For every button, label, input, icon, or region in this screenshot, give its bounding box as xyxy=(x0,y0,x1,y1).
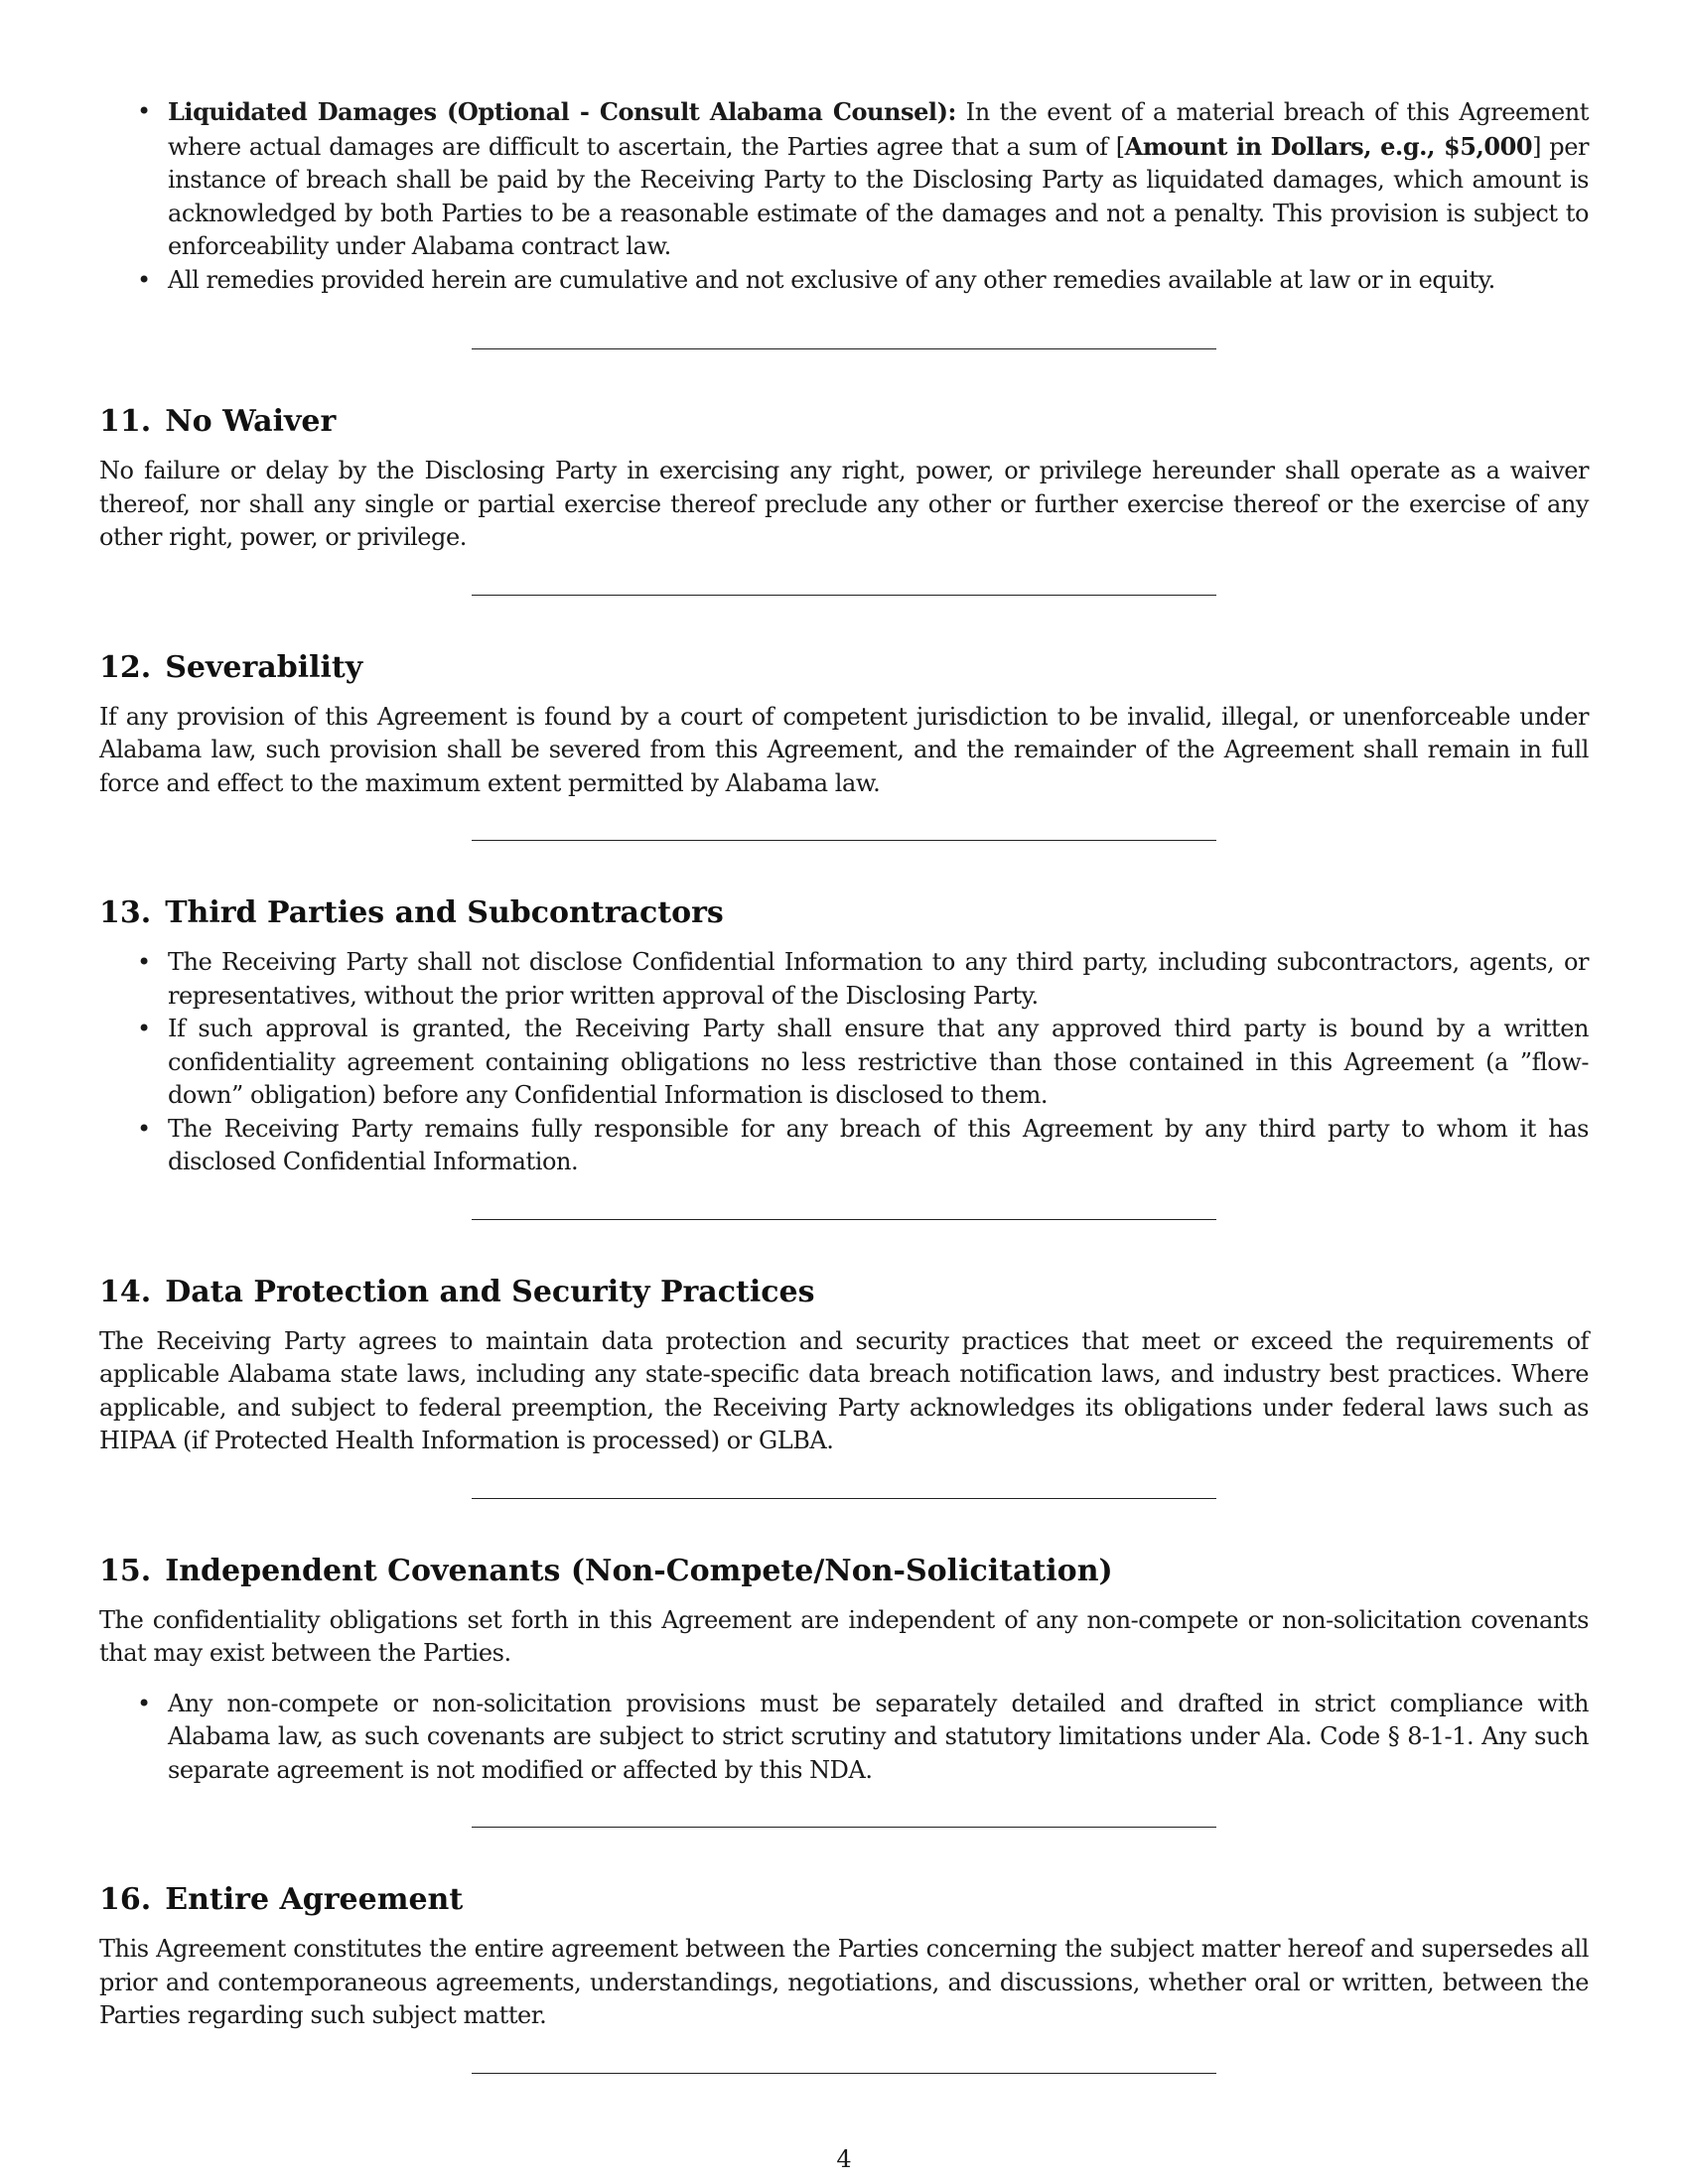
covenants-bullet-list xyxy=(99,1688,1589,1788)
section-title: No Waiver xyxy=(165,404,337,439)
section-independent-covenants xyxy=(99,1553,1589,1788)
liquidated-damages-text-pre: In the event of a material breach of this Agreement where actual damages are difficult to ascertain, the Parties agree that a sum of [ xyxy=(168,98,1589,161)
section-heading xyxy=(99,894,1589,932)
list-item-text: The Receiving Party shall not disclose Confidential Information to any third party, including subcontractors, agents, or representatives, without the prior written approval of the Disclosing Party. xyxy=(168,948,1589,1010)
section-severability xyxy=(99,649,1589,801)
section-heading xyxy=(99,1274,1589,1311)
remedies-bullet-list xyxy=(99,95,1589,297)
liquidated-damages-text-post: ] per instance of breach shall be paid by the Receiving Party to the Disclosing Party as liquidated damages, which amount is acknowledged by both Parties to be a reasonable estimate of the damages and not a penalty. This provision is subject to enforceability under Alabama contract law. xyxy=(168,132,1589,260)
section-title: Independent Covenants (Non-Compete/Non-Solicitation) xyxy=(165,1553,1113,1588)
section-title: Data Protection and Security Practices xyxy=(165,1274,815,1309)
section-heading xyxy=(99,1553,1589,1590)
liquidated-damages-lead: Liquidated Damages (Optional - Consult Alabama Counsel): xyxy=(168,97,956,126)
list-item xyxy=(99,946,1589,1013)
bullet-glyph: • xyxy=(137,1015,151,1042)
section-number: 13. xyxy=(99,895,152,930)
bullet-glyph: • xyxy=(137,1114,151,1143)
section-title: Severability xyxy=(165,649,363,685)
section-number: 15. xyxy=(99,1553,152,1588)
section-number: 16. xyxy=(99,1882,152,1917)
liquidated-damages-amount: Amount in Dollars, e.g., $5,000 xyxy=(1124,131,1533,161)
section-number: 11. xyxy=(99,404,152,439)
bullet-glyph: • xyxy=(137,265,151,294)
section-body: This Agreement constitutes the entire agreement between the Parties concerning the subject matter hereof and supersedes all prior and contemporaneous agreements, understandings, negotiations, and discussions, whether oral or written, between the Parties regarding such subject matter. xyxy=(99,1935,1589,2029)
page-number: 4 xyxy=(836,2145,852,2173)
section-no-waiver xyxy=(99,403,1589,555)
document-page xyxy=(99,95,1589,2074)
section-title: Entire Agreement xyxy=(165,1882,464,1917)
remedies-cumulative-text: All remedies provided herein are cumulative and not exclusive of any other remedies available at law or in equity. xyxy=(168,265,1495,294)
list-item xyxy=(99,264,1589,298)
third-parties-bullet-list xyxy=(99,946,1589,1179)
list-item xyxy=(99,1688,1589,1788)
list-item-text: The Receiving Party remains fully responsible for any breach of this Agreement by any third party to whom it has disclosed Confidential Information. xyxy=(168,1114,1589,1175)
section-heading xyxy=(99,1881,1589,1919)
section-body: The confidentiality obligations set forth in this Agreement are independent of any non-compete or non-solicitation covenants that may exist between the Parties. xyxy=(99,1605,1589,1667)
bullet-glyph: • xyxy=(137,1689,151,1717)
list-item-text: If such approval is granted, the Receiving Party shall ensure that any approved third party is bound by a written confidentiality agreement containing obligations no less restrictive than those contained in this Agreement (a ”flow-down” obligation) before any Confidential Information is disclosed to them. xyxy=(168,1015,1589,1109)
section-heading xyxy=(99,649,1589,687)
section-entire-agreement xyxy=(99,1881,1589,2033)
section-body: The Receiving Party agrees to maintain data protection and security practices that meet or exceed the requirements of applicable Alabama state laws, including any state-specific data breach notification laws, and industry best practices. Where applicable, and subject to federal preemption, the Receiving Party acknowledges its obligations under federal laws such as HIPAA (if Protected Health Information is processed) or GLBA. xyxy=(99,1326,1589,1454)
list-item xyxy=(99,95,1589,264)
section-number: 12. xyxy=(99,649,152,685)
section-divider xyxy=(472,2073,1216,2074)
list-item xyxy=(99,1013,1589,1113)
section-body: No failure or delay by the Disclosing Party in exercising any right, power, or privilege hereunder shall operate as a waiver thereof, nor shall any single or partial exercise thereof preclude any other or further exercise thereof or the exercise of any other right, power, or privilege. xyxy=(99,457,1589,551)
list-item-text: Any non-compete or non-solicitation provisions must be separately detailed and drafted in strict compliance with Alabama law, as such covenants are subject to strict scrutiny and statutory limitations under Ala. Code § 8-1-1. Any such separate agreement is not modified or affected by this NDA. xyxy=(168,1689,1589,1784)
section-data-protection xyxy=(99,1274,1589,1458)
section-number: 14. xyxy=(99,1274,152,1309)
section-heading xyxy=(99,403,1589,441)
section-body: If any provision of this Agreement is found by a court of competent jurisdiction to be invalid, illegal, or unenforceable under Alabama law, such provision shall be severed from this Agreement, and the remainder of the Agreement shall remain in full force and effect to the maximum extent permitted by Alabama law. xyxy=(99,702,1589,797)
section-title: Third Parties and Subcontractors xyxy=(165,895,724,930)
list-item xyxy=(99,1113,1589,1179)
bullet-glyph: • xyxy=(137,948,151,976)
bullet-glyph: • xyxy=(137,97,151,125)
section-third-parties xyxy=(99,894,1589,1179)
